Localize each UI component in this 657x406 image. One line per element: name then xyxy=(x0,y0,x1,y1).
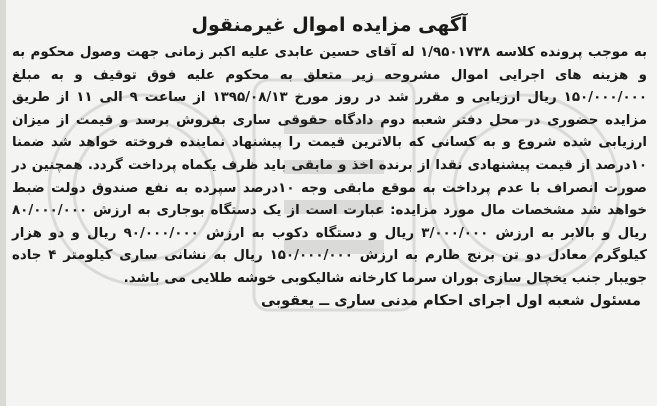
ad-body: به موجب پرونده کلاسه ۱/۹۵۰۱۷۳۸ له آقای حسین عابدی علیه اکبر زمانی جهت وصول محکوم به و هزینه های اجرایی اموال مشروحه زیر متعلق به محکوم علیه فوق توقیف و به مبلغ ۱۵۰/۰۰۰/۰۰۰ ریال ارزیابی و مقرر شد در روز مورخ ۱۳۹۵/۰۸/۱۳ از ساعت ۹ الی ۱۱ از طریق مزایده حضوری در محل دفتر شعبه دوم دادگاه حقوقی ساری بفروش برسد و قیمت از میزان ارزیابی شده شروع و به کسانی که بالاترین قیمت را پیشنهاد نماینده فروخته خواهد شد ضمنا ۱۰درصد از قیمت پیشنهادی نقدا از برنده اخذ و مابقی باید ظرف یکماه پرداخت گردد. همچنین در صورت انصراف با عدم پرداخت به موقع مابقی وجه ۱۰درصد سپرده به نفع صندوق دولت ضبط خواهد شد مشخصات مال مورد مزایده: عبارت است از یک دستگاه بوجاری به ارزش ۸۰/۰۰۰/۰۰۰ ریال و بالابر به ارزش ۳/۰۰۰/۰۰۰ ریال و دستگاه دکوب به ارزش ۹۰/۰۰۰/۰۰۰ ریال و دو هزار کیلوگرم معادل دو تن برنج طارم به ارزش ۱۵۰/۰۰۰/۰۰۰ ریال به نشانی ساری کیلومتر ۴ جاده جویبار جنب یخچال سازی بوران سرما کارخانه شالیکوبی خوشه طلایی می باشد. xyxy=(12,45,648,286)
ad-title: آگهی مزایده اموال غیرمنقول xyxy=(191,14,468,36)
ad-signature: مسئول شعبه اول اجرای احکام مدنی ساری ــ یعقوبی xyxy=(260,292,641,309)
page-edge xyxy=(0,0,6,406)
